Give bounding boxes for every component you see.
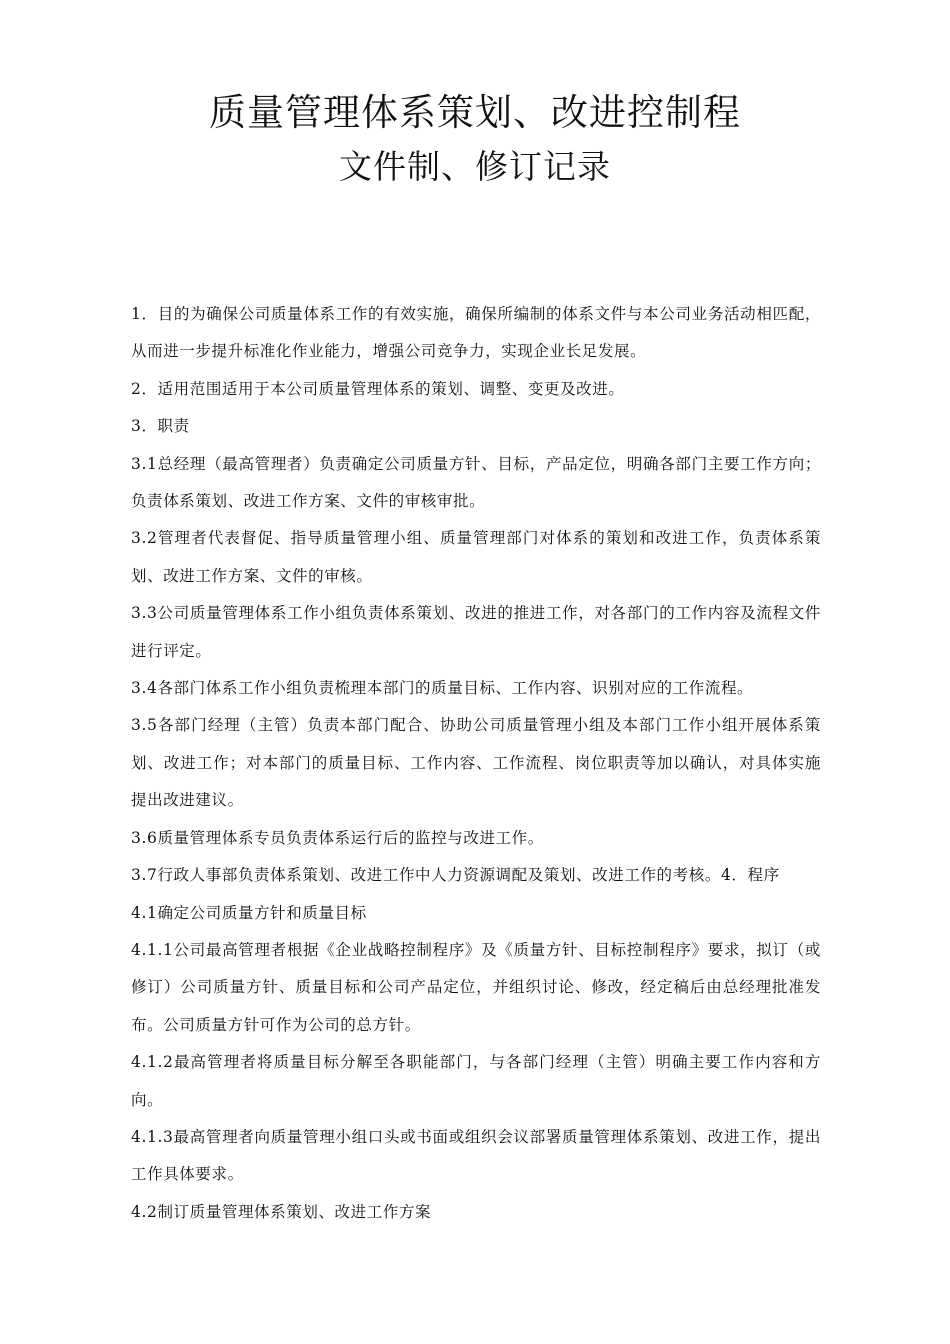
- paragraph-3-4: 3.4各部门体系工作小组负责梳理本部门的质量目标、工作内容、识别对应的工作流程。: [131, 679, 754, 698]
- title-line-1: 质量管理体系策划、改进控制程: [209, 91, 741, 134]
- document-title: [0, 88, 950, 190]
- document-body: [131, 296, 821, 1231]
- paragraph-3-3: 3.3公司质量管理体系工作小组负责体系策划、改进的推进工作，对各部门的工作内容及流程文件进行评定。: [131, 604, 821, 660]
- paragraph-4-1-1: 4.1.1公司最高管理者根据《企业战略控制程序》及《质量方针、目标控制程序》要求，拟订（或修订）公司质量方针、质量目标和公司产品定位，并组织讨论、修改，经定稿后由总经理批准发布。公司质量方针可作为公司的总方针。: [131, 940, 821, 1034]
- paragraph-3-7: 3.7行政人事部负责体系策划、改进工作中人力资源调配及策划、改进工作的考核。4．程序: [131, 866, 780, 885]
- paragraph-4-1-2: 4.1.2最高管理者将质量目标分解至各职能部门，与各部门经理（主管）明确主要工作内容和方向。: [131, 1053, 821, 1109]
- paragraph-scope: 2．适用范围适用于本公司质量管理体系的策划、调整、变更及改进。: [131, 379, 625, 398]
- paragraph-purpose: 1．目的为确保公司质量体系工作的有效实施，确保所编制的体系文件与本公司业务活动相匹配，从而进一步提升标准化作业能力，增强公司竞争力，实现企业长足发展。: [131, 305, 821, 361]
- title-line-2: 文件制、修订记录: [339, 147, 611, 186]
- paragraph-3-6: 3.6质量管理体系专员负责体系运行后的监控与改进工作。: [131, 828, 544, 847]
- paragraph-4-2: 4.2制订质量管理体系策划、改进工作方案: [131, 1202, 432, 1221]
- paragraph-4-1: 4.1确定公司质量方针和质量目标: [131, 903, 367, 922]
- paragraph-responsibilities-heading: 3．职责: [131, 417, 190, 436]
- paragraph-3-5: 3.5各部门经理（主管）负责本部门配合、协助公司质量管理小组及本部门工作小组开展体系策划、改进工作；对本部门的质量目标、工作内容、工作流程、岗位职责等加以确认，对具体实施提出改进建议。: [131, 716, 821, 810]
- paragraph-3-1: 3.1总经理（最高管理者）负责确定公司质量方针、目标，产品定位，明确各部门主要工作方向；负责体系策划、改进工作方案、文件的审核审批。: [131, 454, 821, 511]
- paragraph-4-1-3: 4.1.3最高管理者向质量管理小组口头或书面或组织会议部署质量管理体系策划、改进工作，提出工作具体要求。: [131, 1127, 821, 1184]
- paragraph-3-2: 3.2管理者代表督促、指导质量管理小组、质量管理部门对体系的策划和改进工作，负责体系策划、改进工作方案、文件的审核。: [131, 529, 821, 585]
